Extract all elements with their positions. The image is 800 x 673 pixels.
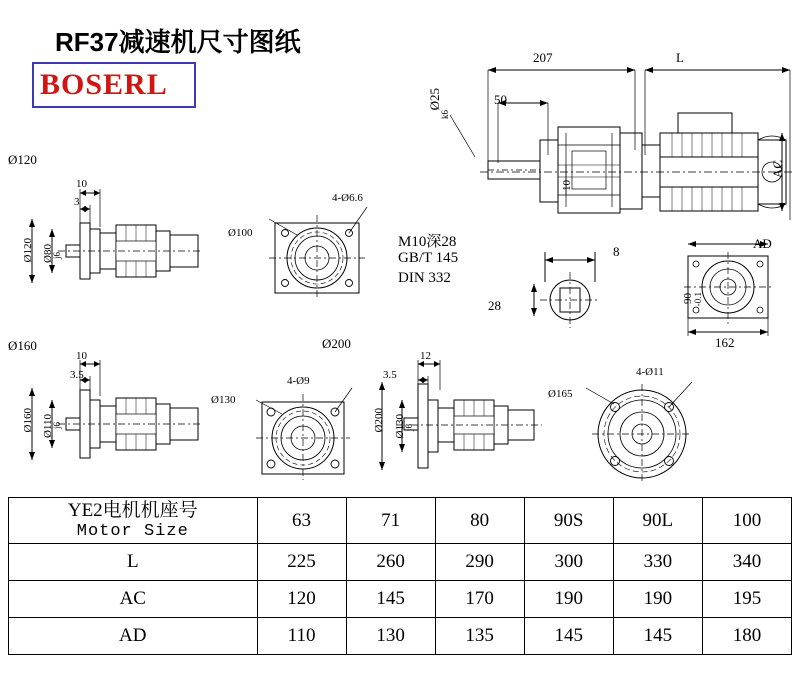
dim-L-label: L <box>676 50 684 65</box>
d80-tolerance: j6 <box>52 252 62 260</box>
motor-size-table <box>8 497 792 655</box>
table-row <box>9 581 792 618</box>
row-label-AD: AD <box>9 618 258 655</box>
AC-100: 195 <box>702 581 791 618</box>
flange-120-side-view <box>8 175 208 295</box>
flange-160-side-view <box>8 348 208 473</box>
dim-10-a-label: 10 <box>76 178 87 190</box>
dim-90-tolerance: -0.1 <box>693 292 703 307</box>
page-title: RF37减速机尺寸图纸 <box>55 27 301 57</box>
AD-71: 130 <box>346 618 435 655</box>
flange-130-front-view <box>240 378 370 488</box>
shaft-d25-label: Ø25 <box>427 88 442 111</box>
d110-label: Ø110 <box>42 414 54 439</box>
dim-35-b-label: 3.5 <box>383 369 397 381</box>
d100-label: Ø100 <box>228 227 253 239</box>
dim-12-label: 12 <box>420 350 431 362</box>
flange-165-front-view <box>570 372 720 492</box>
dim-90-label: 90 <box>682 293 694 304</box>
flange-100-front-view <box>255 195 385 305</box>
motor-size-90s: 90S <box>524 498 613 544</box>
AC-90l: 190 <box>613 581 702 618</box>
d200-side-label: Ø200 <box>373 408 385 433</box>
ad-label: AD <box>753 236 772 251</box>
table-header-en: Motor Size <box>76 521 189 541</box>
d120-side-label: Ø120 <box>22 238 34 263</box>
dim-10-main: 10 <box>561 180 573 191</box>
L-71: 260 <box>346 544 435 581</box>
motor-size-63: 63 <box>257 498 346 544</box>
L-63: 225 <box>257 544 346 581</box>
row-label-AC: AC <box>9 581 258 618</box>
AC-71: 145 <box>346 581 435 618</box>
dim-8-label: 8 <box>613 244 620 259</box>
AC-63: 120 <box>257 581 346 618</box>
holes-4x11-label: 4-Ø11 <box>636 366 664 378</box>
d130b-label: Ø130 <box>394 414 406 439</box>
d110-tolerance: j6 <box>52 422 62 430</box>
ac-label: AC <box>770 160 785 179</box>
AD-90s: 145 <box>524 618 613 655</box>
dim-162-label: 162 <box>715 335 735 350</box>
d130-label: Ø130 <box>211 394 236 406</box>
d165-label: Ø165 <box>548 388 573 400</box>
d160-top-label: Ø160 <box>8 338 37 353</box>
thread-callout-line3: DIN 332 <box>398 270 451 286</box>
holes-4x66-label: 4-Ø6.6 <box>332 192 363 204</box>
AD-90l: 145 <box>613 618 702 655</box>
flange-200-side-view <box>370 348 550 473</box>
AC-80: 170 <box>435 581 524 618</box>
motor-size-100: 100 <box>702 498 791 544</box>
shaft-d25-tolerance: k6 <box>440 110 450 119</box>
table-header-cn: YE2电机机座号 <box>67 500 198 521</box>
row-label-L: L <box>9 544 258 581</box>
logo-text: BOSERL <box>40 68 168 101</box>
dim-3-label: 3 <box>74 196 80 208</box>
d130b-tolerance: j6 <box>404 424 414 432</box>
motor-size-71: 71 <box>346 498 435 544</box>
AD-80: 135 <box>435 618 524 655</box>
dim-28-label: 28 <box>488 298 501 313</box>
motor-size-80: 80 <box>435 498 524 544</box>
L-90l: 330 <box>613 544 702 581</box>
dim-35-a-label: 3.5 <box>70 369 84 381</box>
AD-100: 180 <box>702 618 791 655</box>
d160-side-label: Ø160 <box>22 408 34 433</box>
d80-label: Ø80 <box>42 244 54 263</box>
d120-top-label: Ø120 <box>8 152 37 167</box>
table-header-cell <box>9 498 258 544</box>
AD-63: 110 <box>257 618 346 655</box>
AC-90s: 190 <box>524 581 613 618</box>
d200-top-label: Ø200 <box>322 336 351 351</box>
dim-207-label: 207 <box>533 50 553 65</box>
table-row <box>9 618 792 655</box>
thread-callout-line2: GB/T 145 <box>398 250 459 266</box>
table-row <box>9 544 792 581</box>
L-100: 340 <box>702 544 791 581</box>
motor-size-90l: 90L <box>613 498 702 544</box>
L-80: 290 <box>435 544 524 581</box>
dim-10-b-label: 10 <box>76 350 87 362</box>
L-90s: 300 <box>524 544 613 581</box>
table-header-row <box>9 498 792 544</box>
thread-callout-line1: M10深28 <box>398 234 457 250</box>
motor-rear-view-drawing <box>668 232 793 347</box>
dim-50-label: 50 <box>494 92 507 107</box>
holes-4x9-label: 4-Ø9 <box>287 375 310 387</box>
